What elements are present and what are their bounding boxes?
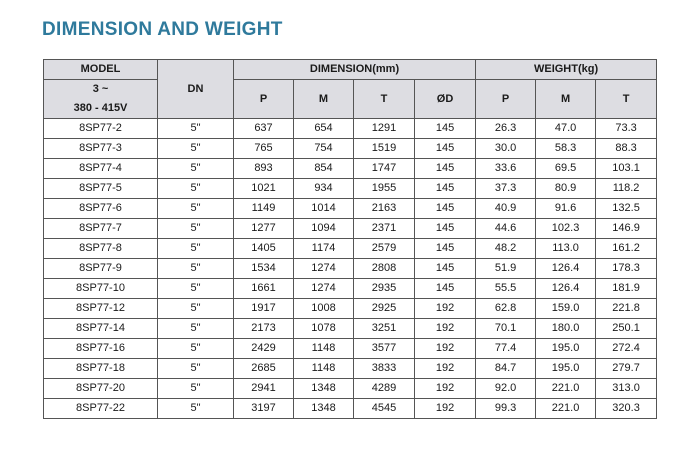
table-row bbox=[44, 179, 657, 199]
dn-cell: 5" bbox=[158, 319, 234, 339]
dim-m-cell: 754 bbox=[294, 139, 354, 159]
dim-col-m: M bbox=[294, 80, 354, 119]
dim-od-cell: 145 bbox=[415, 239, 476, 259]
model-cell: 8SP77-16 bbox=[44, 339, 158, 359]
dim-t-cell: 3577 bbox=[354, 339, 415, 359]
model-cell: 8SP77-2 bbox=[44, 119, 158, 139]
dim-t-cell: 2579 bbox=[354, 239, 415, 259]
wt-p-cell: 55.5 bbox=[476, 279, 536, 299]
header-row-sub bbox=[44, 80, 657, 119]
dim-p-cell: 2173 bbox=[234, 319, 294, 339]
wt-p-cell: 62.8 bbox=[476, 299, 536, 319]
dim-m-cell: 1274 bbox=[294, 259, 354, 279]
dim-m-cell: 1148 bbox=[294, 339, 354, 359]
wt-m-cell: 58.3 bbox=[536, 139, 596, 159]
wt-m-cell: 102.3 bbox=[536, 219, 596, 239]
wt-m-cell: 80.9 bbox=[536, 179, 596, 199]
dim-t-cell: 1519 bbox=[354, 139, 415, 159]
table-row bbox=[44, 139, 657, 159]
wt-t-cell: 132.5 bbox=[596, 199, 657, 219]
wt-t-cell: 146.9 bbox=[596, 219, 657, 239]
dim-od-cell: 192 bbox=[415, 399, 476, 419]
table-row bbox=[44, 219, 657, 239]
wt-t-cell: 88.3 bbox=[596, 139, 657, 159]
dimension-weight-table bbox=[43, 59, 657, 419]
dim-t-cell: 1747 bbox=[354, 159, 415, 179]
dn-cell: 5" bbox=[158, 339, 234, 359]
dim-od-cell: 145 bbox=[415, 199, 476, 219]
wt-col-p: P bbox=[476, 80, 536, 119]
table-row bbox=[44, 319, 657, 339]
wt-p-cell: 30.0 bbox=[476, 139, 536, 159]
wt-p-cell: 40.9 bbox=[476, 199, 536, 219]
model-cell: 8SP77-20 bbox=[44, 379, 158, 399]
dim-p-cell: 2941 bbox=[234, 379, 294, 399]
dim-od-cell: 145 bbox=[415, 259, 476, 279]
dim-col-t: T bbox=[354, 80, 415, 119]
dim-p-cell: 1917 bbox=[234, 299, 294, 319]
wt-m-cell: 126.4 bbox=[536, 279, 596, 299]
wt-t-cell: 221.8 bbox=[596, 299, 657, 319]
dim-m-cell: 1078 bbox=[294, 319, 354, 339]
wt-p-cell: 37.3 bbox=[476, 179, 536, 199]
model-header: MODEL bbox=[44, 60, 158, 80]
wt-p-cell: 84.7 bbox=[476, 359, 536, 379]
wt-p-cell: 92.0 bbox=[476, 379, 536, 399]
dim-p-cell: 1277 bbox=[234, 219, 294, 239]
dim-t-cell: 2935 bbox=[354, 279, 415, 299]
wt-t-cell: 161.2 bbox=[596, 239, 657, 259]
table-row bbox=[44, 359, 657, 379]
model-cell: 8SP77-22 bbox=[44, 399, 158, 419]
dim-t-cell: 1291 bbox=[354, 119, 415, 139]
table-row bbox=[44, 119, 657, 139]
dim-t-cell: 4289 bbox=[354, 379, 415, 399]
dim-od-cell: 192 bbox=[415, 339, 476, 359]
wt-t-cell: 313.0 bbox=[596, 379, 657, 399]
dim-t-cell: 1955 bbox=[354, 179, 415, 199]
dim-p-cell: 3197 bbox=[234, 399, 294, 419]
wt-m-cell: 126.4 bbox=[536, 259, 596, 279]
dim-m-cell: 1008 bbox=[294, 299, 354, 319]
wt-m-cell: 47.0 bbox=[536, 119, 596, 139]
dim-p-cell: 637 bbox=[234, 119, 294, 139]
wt-m-cell: 180.0 bbox=[536, 319, 596, 339]
table-row bbox=[44, 199, 657, 219]
dim-p-cell: 893 bbox=[234, 159, 294, 179]
table-row bbox=[44, 279, 657, 299]
dn-cell: 5" bbox=[158, 259, 234, 279]
dim-od-cell: 145 bbox=[415, 159, 476, 179]
dn-cell: 5" bbox=[158, 179, 234, 199]
dim-od-cell: 145 bbox=[415, 119, 476, 139]
wt-m-cell: 69.5 bbox=[536, 159, 596, 179]
table-row bbox=[44, 239, 657, 259]
wt-t-cell: 178.3 bbox=[596, 259, 657, 279]
dim-p-cell: 2429 bbox=[234, 339, 294, 359]
wt-p-cell: 70.1 bbox=[476, 319, 536, 339]
dn-cell: 5" bbox=[158, 399, 234, 419]
dn-cell: 5" bbox=[158, 139, 234, 159]
wt-m-cell: 221.0 bbox=[536, 379, 596, 399]
model-cell: 8SP77-5 bbox=[44, 179, 158, 199]
voltage-phase: 3 ~ bbox=[92, 83, 109, 95]
wt-p-cell: 26.3 bbox=[476, 119, 536, 139]
dim-m-cell: 1348 bbox=[294, 399, 354, 419]
dim-p-cell: 1021 bbox=[234, 179, 294, 199]
dn-cell: 5" bbox=[158, 379, 234, 399]
dn-header: DN bbox=[158, 60, 234, 119]
wt-t-cell: 279.7 bbox=[596, 359, 657, 379]
table-row bbox=[44, 399, 657, 419]
wt-col-t: T bbox=[596, 80, 657, 119]
dim-m-cell: 654 bbox=[294, 119, 354, 139]
dim-od-cell: 192 bbox=[415, 319, 476, 339]
page-title: DIMENSION AND WEIGHT bbox=[42, 19, 283, 40]
dim-od-cell: 145 bbox=[415, 179, 476, 199]
dim-m-cell: 1174 bbox=[294, 239, 354, 259]
model-cell: 8SP77-14 bbox=[44, 319, 158, 339]
model-cell: 8SP77-10 bbox=[44, 279, 158, 299]
wt-m-cell: 195.0 bbox=[536, 359, 596, 379]
wt-m-cell: 195.0 bbox=[536, 339, 596, 359]
table-row bbox=[44, 299, 657, 319]
dim-od-cell: 145 bbox=[415, 219, 476, 239]
model-cell: 8SP77-4 bbox=[44, 159, 158, 179]
weight-header: WEIGHT(kg) bbox=[476, 60, 657, 80]
wt-p-cell: 48.2 bbox=[476, 239, 536, 259]
dim-od-cell: 192 bbox=[415, 299, 476, 319]
wt-m-cell: 221.0 bbox=[536, 399, 596, 419]
dn-cell: 5" bbox=[158, 219, 234, 239]
dim-m-cell: 934 bbox=[294, 179, 354, 199]
dn-cell: 5" bbox=[158, 239, 234, 259]
model-cell: 8SP77-18 bbox=[44, 359, 158, 379]
dim-p-cell: 1149 bbox=[234, 199, 294, 219]
dim-m-cell: 1094 bbox=[294, 219, 354, 239]
wt-t-cell: 103.1 bbox=[596, 159, 657, 179]
dim-t-cell: 3833 bbox=[354, 359, 415, 379]
wt-m-cell: 159.0 bbox=[536, 299, 596, 319]
dim-od-cell: 145 bbox=[415, 139, 476, 159]
dim-od-cell: 145 bbox=[415, 279, 476, 299]
dim-m-cell: 1014 bbox=[294, 199, 354, 219]
wt-p-cell: 33.6 bbox=[476, 159, 536, 179]
wt-t-cell: 73.3 bbox=[596, 119, 657, 139]
dn-cell: 5" bbox=[158, 299, 234, 319]
model-cell: 8SP77-3 bbox=[44, 139, 158, 159]
dimension-header: DIMENSION(mm) bbox=[234, 60, 476, 80]
model-cell: 8SP77-7 bbox=[44, 219, 158, 239]
table-row bbox=[44, 379, 657, 399]
dim-m-cell: 854 bbox=[294, 159, 354, 179]
dn-cell: 5" bbox=[158, 159, 234, 179]
dim-m-cell: 1348 bbox=[294, 379, 354, 399]
dim-p-cell: 2685 bbox=[234, 359, 294, 379]
wt-t-cell: 320.3 bbox=[596, 399, 657, 419]
model-cell: 8SP77-12 bbox=[44, 299, 158, 319]
dim-p-cell: 1534 bbox=[234, 259, 294, 279]
dn-cell: 5" bbox=[158, 279, 234, 299]
dim-od-cell: 192 bbox=[415, 359, 476, 379]
dn-cell: 5" bbox=[158, 359, 234, 379]
dim-p-cell: 1661 bbox=[234, 279, 294, 299]
wt-p-cell: 51.9 bbox=[476, 259, 536, 279]
model-cell: 8SP77-8 bbox=[44, 239, 158, 259]
dim-m-cell: 1148 bbox=[294, 359, 354, 379]
dim-m-cell: 1274 bbox=[294, 279, 354, 299]
header-row-top bbox=[44, 60, 657, 80]
wt-t-cell: 118.2 bbox=[596, 179, 657, 199]
table-row bbox=[44, 259, 657, 279]
dn-cell: 5" bbox=[158, 119, 234, 139]
dim-t-cell: 3251 bbox=[354, 319, 415, 339]
dim-t-cell: 4545 bbox=[354, 399, 415, 419]
table-body bbox=[44, 119, 657, 419]
dim-t-cell: 2925 bbox=[354, 299, 415, 319]
voltage-range: 380 - 415V bbox=[73, 102, 128, 114]
dim-t-cell: 2808 bbox=[354, 259, 415, 279]
model-cell: 8SP77-6 bbox=[44, 199, 158, 219]
wt-t-cell: 250.1 bbox=[596, 319, 657, 339]
wt-p-cell: 44.6 bbox=[476, 219, 536, 239]
dn-cell: 5" bbox=[158, 199, 234, 219]
wt-t-cell: 272.4 bbox=[596, 339, 657, 359]
dim-col-od: ØD bbox=[415, 80, 476, 119]
wt-t-cell: 181.9 bbox=[596, 279, 657, 299]
wt-p-cell: 77.4 bbox=[476, 339, 536, 359]
dim-col-p: P bbox=[234, 80, 294, 119]
dim-p-cell: 1405 bbox=[234, 239, 294, 259]
wt-m-cell: 113.0 bbox=[536, 239, 596, 259]
wt-m-cell: 91.6 bbox=[536, 199, 596, 219]
dim-t-cell: 2371 bbox=[354, 219, 415, 239]
table-row bbox=[44, 159, 657, 179]
wt-p-cell: 99.3 bbox=[476, 399, 536, 419]
table-row bbox=[44, 339, 657, 359]
wt-col-m: M bbox=[536, 80, 596, 119]
model-cell: 8SP77-9 bbox=[44, 259, 158, 279]
voltage-header bbox=[44, 80, 158, 119]
dim-t-cell: 2163 bbox=[354, 199, 415, 219]
dim-od-cell: 192 bbox=[415, 379, 476, 399]
dim-p-cell: 765 bbox=[234, 139, 294, 159]
